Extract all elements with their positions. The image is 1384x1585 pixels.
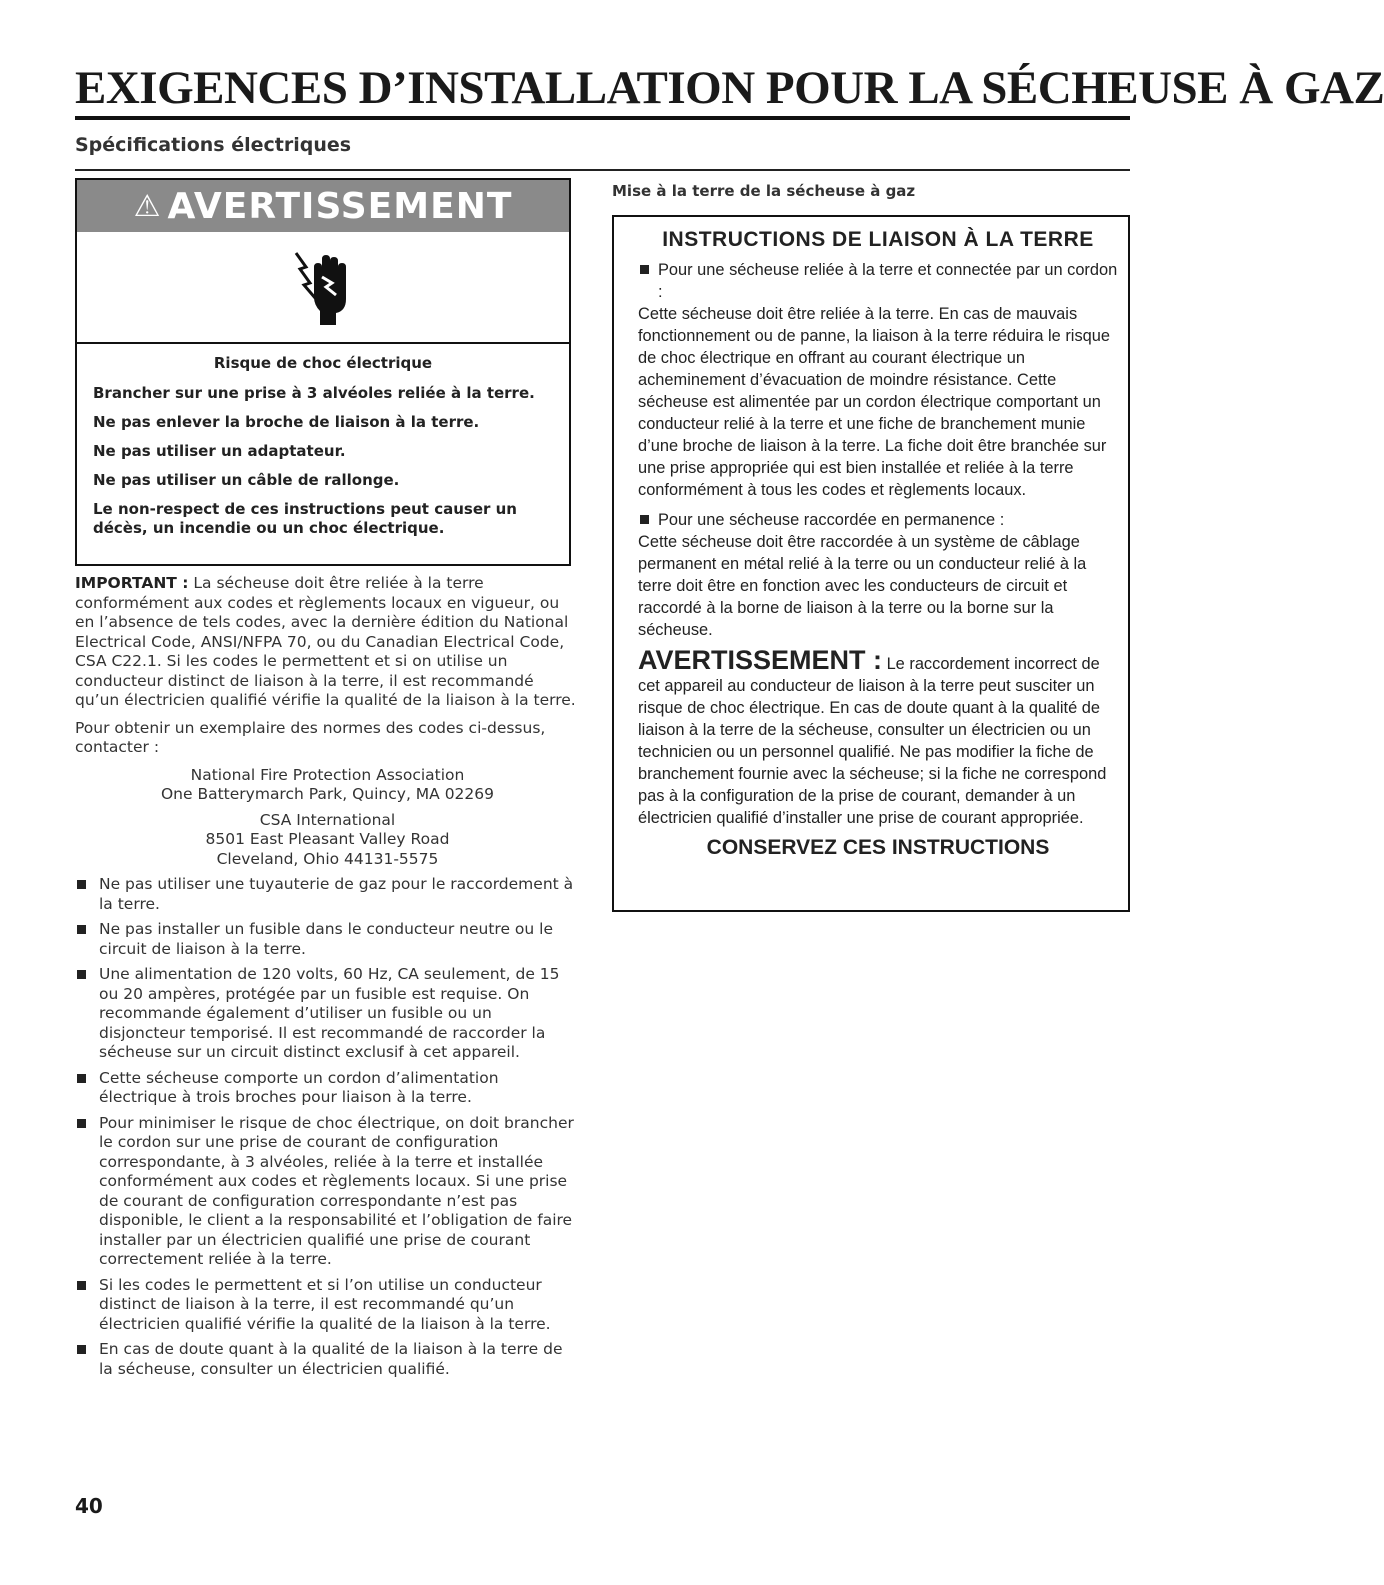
warning-line: Ne pas enlever la broche de liaison à la terre. <box>93 413 480 431</box>
csa-city: Cleveland, Ohio 44131-5575 <box>216 849 439 868</box>
bullet-square-icon <box>77 1119 86 1128</box>
csa-name: CSA International <box>259 810 396 829</box>
list-item: Pour minimiser le risque de choc électrique, on doit brancher le cordon sur une prise de courant de configuration correspondante, à 3 alvéoles, reliée à la terre et installée conformément aux codes et règlements locaux. Si une prise de courant de configuration correspondante n’est pas disponible, le client a la responsabilité et l’obligation de faire installer par un électricien qualifié une prise de courant correctement reliée à la terre. <box>75 1114 580 1270</box>
list-item: Si les codes le permettent et si l’on utilise un conducteur distinct de liaison à la terre, il est recommandé qu’un électricien qualifié vérifie la qualité de la liaison à la terre. <box>75 1276 580 1335</box>
grounding-box-title: INSTRUCTIONS DE LIAISON À LA TERRE <box>662 228 1094 251</box>
electric-shock-hand-icon <box>292 247 354 327</box>
warning-risk: Risque de choc électrique <box>213 354 433 372</box>
permanent-bullet: Pour une sécheuse raccordée en permanence : <box>638 509 1118 531</box>
warning-box <box>75 178 571 566</box>
bullet-square-icon <box>77 880 86 889</box>
csa-address-block <box>75 811 580 870</box>
section-rule <box>75 169 1130 171</box>
list-item: En cas de doute quant à la qualité de la liaison à la terre de la sécheuse, consulter un électricien qualifié. <box>75 1340 580 1379</box>
nfpa-address: One Batterymarch Park, Quincy, MA 02269 <box>160 785 495 803</box>
important-text: La sécheuse doit être reliée à la terre conformément aux codes et règlements locaux en vigueur, ou en l’absence de tels codes, avec la dernière édition du National Electrical Code, ANSI/NFPA 70, ou du Canadian Electrical Code, CSA C22.1. Si les codes le permettent et si on utilise un conducteur distinct de liaison à la terre, il est recommandé qu’un électricien qualifié vérifie la qualité de la liaison à la terre. <box>75 574 576 709</box>
page-title: EXIGENCES D’INSTALLATION POUR LA SÉCHEUSE À GAZ <box>75 62 1384 114</box>
page-number: 40 <box>75 1494 103 1518</box>
list-item: Une alimentation de 120 volts, 60 Hz, CA seulement, de 15 ou 20 ampères, protégée par un fusible est requise. On recommande également d’utiliser un fusible ou un disjoncteur temporisé. Il est recommandé de raccorder la sécheuse sur un circuit distinct exclusif à cet appareil. <box>75 965 580 1063</box>
left-column <box>75 574 580 1385</box>
bullet-square-icon <box>77 1074 86 1083</box>
warning-line: Ne pas utiliser un câble de rallonge. <box>93 471 400 489</box>
contact-intro: Pour obtenir un exemplaire des normes des codes ci-dessus, contacter : <box>75 718 546 756</box>
bullet-square-icon <box>77 1281 86 1290</box>
cord-text: Cette sécheuse doit être reliée à la terre. En cas de mauvais fonctionnement ou de panne, la liaison à la terre réduira le risque de choc électrique en offrant au courant électrique un acheminement d’évacuation de moindre résistance. Cette sécheuse est alimentée par un cordon électrique comportant un conducteur relié à la terre et une fiche de branchement munie d’une broche de liaison à la terre. La fiche doit être branchée sur une prise appropriée qui est bien installée et reliée à la terre conformément à tous les codes et règlements locaux. <box>638 305 1110 499</box>
grounding-warning-label: AVERTISSEMENT : <box>638 645 883 675</box>
list-item: Cette sécheuse comporte un cordon d’alimentation électrique à trois broches pour liaison à la terre. <box>75 1069 580 1108</box>
list-item: Ne pas utiliser une tuyauterie de gaz pour le raccordement à la terre. <box>75 875 580 914</box>
title-rule <box>75 116 1130 120</box>
bullet-square-icon <box>77 970 86 979</box>
warning-header-label: AVERTISSEMENT <box>167 185 513 227</box>
cord-bullet: Pour une sécheuse reliée à la terre et connectée par un cordon : <box>638 259 1118 303</box>
warning-line: Brancher sur une prise à 3 alvéoles reliée à la terre. <box>93 384 535 402</box>
bullet-square-icon <box>77 1345 86 1354</box>
grounding-heading: Mise à la terre de la sécheuse à gaz <box>612 182 916 200</box>
nfpa-address-block <box>75 766 580 805</box>
nfpa-name: National Fire Protection Association <box>190 765 465 784</box>
warning-line: Le non-respect de ces instructions peut causer un décès, un incendie ou un choc électrique. <box>93 500 517 537</box>
save-instructions-label: CONSERVEZ CES INSTRUCTIONS <box>706 836 1050 859</box>
bullet-square-icon <box>640 265 649 274</box>
csa-street: 8501 East Pleasant Valley Road <box>205 830 450 848</box>
bullet-square-icon <box>77 925 86 934</box>
grounding-instructions-box <box>612 215 1130 912</box>
grounding-warning <box>638 645 1118 829</box>
permanent-text: Cette sécheuse doit être raccordée à un système de câblage permanent en métal relié à la terre ou un conducteur relié à la terre doit être en fonction avec les conducteurs de circuit et raccordé à la borne de liaison à la terre ou la borne sur la sécheuse. <box>638 533 1087 639</box>
bullet-square-icon <box>640 515 649 524</box>
warning-line: Ne pas utiliser un adaptateur. <box>93 442 346 460</box>
important-label: IMPORTANT : <box>75 574 189 592</box>
important-paragraph <box>75 574 580 711</box>
warning-header <box>77 180 569 232</box>
grounding-warning-text: Le raccordement incorrect de cet appareil au conducteur de liaison à la terre peut susciter un risque de choc électrique. En cas de doute quant à la qualité de liaison à la terre de la sécheuse, consulter un électricien ou un technicien ou un personnel qualifié. Ne pas modifier la fiche de branchement fournie avec la sécheuse; si la fiche ne correspond pas à la configuration de la prise de courant, demander à un électricien qualifié d’installer une prise de courant appropriée. <box>638 655 1107 827</box>
section-heading: Spécifications électriques <box>75 134 352 156</box>
warning-triangle-icon: ⚠ <box>133 188 162 224</box>
requirements-list <box>75 875 580 1379</box>
list-item: Ne pas installer un fusible dans le conducteur neutre ou le circuit de liaison à la terre. <box>75 920 580 959</box>
warning-symbol-area <box>77 232 569 344</box>
